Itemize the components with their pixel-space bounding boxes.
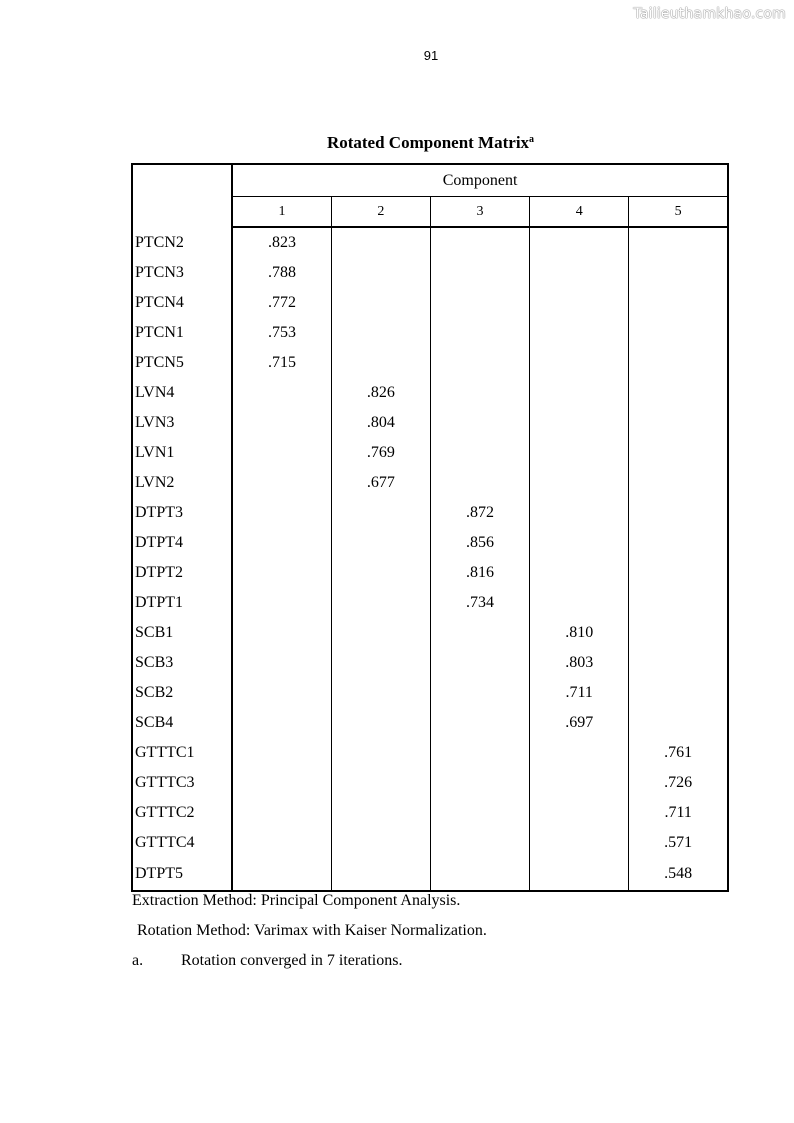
table-row (132, 828, 728, 858)
row-label: SCB3 (132, 648, 232, 678)
loading-cell (530, 258, 629, 288)
loading-cell (530, 828, 629, 858)
loading-cell (430, 378, 529, 408)
loading-cell (430, 468, 529, 498)
loading-cell: .548 (664, 865, 693, 882)
loading-cell: .772 (232, 288, 331, 318)
component-number: 4 (530, 197, 629, 228)
loading-cell (430, 858, 529, 891)
loading-cell (232, 648, 331, 678)
row-label: GTTTC4 (132, 828, 232, 858)
note-text: Rotation converged in 7 iterations. (181, 952, 403, 969)
loading-cell: .823 (232, 227, 331, 258)
loading-cell (530, 858, 629, 891)
loading-cell (530, 528, 629, 558)
table-row (132, 858, 728, 891)
loading-cell: .826 (331, 378, 430, 408)
loading-cell: .856 (430, 528, 529, 558)
loading-cell (430, 798, 529, 828)
loading-cell: .726 (664, 774, 693, 791)
loading-cell (629, 648, 728, 678)
loading-cell (530, 318, 629, 348)
loading-cell: .677 (331, 468, 430, 498)
table-row (132, 558, 728, 588)
loading-cell: .788 (232, 258, 331, 288)
loading-cell (530, 738, 629, 768)
loading-cell (331, 288, 430, 318)
loading-cell (232, 498, 331, 528)
table-row (132, 708, 728, 738)
loading-cell (232, 618, 331, 648)
loading-cell (629, 438, 728, 468)
rotated-component-matrix (131, 163, 729, 892)
table-row (132, 678, 728, 708)
loading-cell (530, 798, 629, 828)
loading-cell (629, 318, 728, 348)
table-row (132, 378, 728, 408)
loading-cell (629, 468, 728, 498)
loading-cell (331, 708, 430, 738)
loading-cell (331, 588, 430, 618)
row-label: LVN4 (132, 378, 232, 408)
loading-cell (331, 318, 430, 348)
loading-cell (331, 768, 430, 798)
table-row (132, 348, 728, 378)
loading-cell (430, 678, 529, 708)
loading-cell: .816 (430, 558, 529, 588)
loading-cell (331, 648, 430, 678)
loading-cell (430, 227, 529, 258)
loading-cell (232, 528, 331, 558)
loading-cell (629, 258, 728, 288)
table-row (132, 588, 728, 618)
row-label: SCB1 (132, 618, 232, 648)
row-label: SCB2 (132, 678, 232, 708)
loading-cell: .734 (430, 588, 529, 618)
table-row (132, 438, 728, 468)
table-row (132, 798, 728, 828)
loading-cell (430, 288, 529, 318)
loading-cell (331, 858, 430, 891)
loading-cell (232, 588, 331, 618)
loading-cell (629, 227, 728, 258)
loading-cell (530, 227, 629, 258)
row-label: PTCN5 (132, 348, 232, 378)
matrix-body (132, 227, 728, 891)
loading-cell (232, 468, 331, 498)
loading-cell (331, 258, 430, 288)
table-row (132, 468, 728, 498)
loading-cell: .711 (530, 678, 629, 708)
component-number: 1 (232, 197, 331, 228)
table-title (132, 133, 729, 153)
row-label: SCB4 (132, 708, 232, 738)
loading-cell (629, 378, 728, 408)
loading-cell (331, 528, 430, 558)
loading-cell (331, 738, 430, 768)
loading-cell (331, 558, 430, 588)
table-row (132, 648, 728, 678)
page-number: 91 (423, 48, 439, 63)
loading-cell (530, 408, 629, 438)
row-label: GTTTC2 (132, 798, 232, 828)
loading-cell (331, 227, 430, 258)
rotation-method-note: Rotation Method: Varimax with Kaiser Normalization. (137, 922, 487, 939)
loading-cell (430, 618, 529, 648)
footnotes (132, 890, 487, 980)
loading-cell (430, 258, 529, 288)
row-label: PTCN3 (132, 258, 232, 288)
loading-cell (430, 708, 529, 738)
loading-cell (331, 678, 430, 708)
table-row (132, 227, 728, 258)
table-row (132, 528, 728, 558)
corner-cell (132, 164, 232, 227)
loading-cell (232, 408, 331, 438)
row-label: PTCN1 (132, 318, 232, 348)
row-label: DTPT3 (132, 498, 232, 528)
watermark-text: Tailieuthamkhao.com (633, 6, 786, 22)
loading-cell (430, 648, 529, 678)
loading-cell (530, 378, 629, 408)
convergence-note (132, 950, 487, 980)
loading-cell (232, 738, 331, 768)
loading-cell: .753 (232, 318, 331, 348)
loading-cell (530, 288, 629, 318)
loading-cell (232, 378, 331, 408)
loading-cell (331, 618, 430, 648)
component-number: 3 (430, 197, 529, 228)
loading-cell: .711 (664, 804, 692, 821)
component-header-row (132, 164, 728, 197)
row-label: GTTTC3 (132, 768, 232, 798)
loading-cell (629, 588, 728, 618)
loading-cell (629, 348, 728, 378)
loading-cell (629, 558, 728, 588)
table-row (132, 318, 728, 348)
loading-cell (629, 408, 728, 438)
component-number: 2 (331, 197, 430, 228)
loading-cell (232, 828, 331, 858)
loading-cell (530, 468, 629, 498)
extraction-method-note: Extraction Method: Principal Component Analysis. (132, 892, 461, 909)
loading-cell (331, 498, 430, 528)
row-label: DTPT1 (132, 588, 232, 618)
row-label: PTCN2 (132, 227, 232, 258)
table-row (132, 768, 728, 798)
loading-cell (629, 528, 728, 558)
loading-cell (232, 858, 331, 891)
table-row (132, 738, 728, 768)
loading-cell: .804 (331, 408, 430, 438)
row-label: PTCN4 (132, 288, 232, 318)
loading-cell (331, 798, 430, 828)
row-label: LVN1 (132, 438, 232, 468)
loading-cell (430, 738, 529, 768)
loading-cell: .715 (232, 348, 331, 378)
note-marker: a. (132, 952, 144, 969)
loading-cell: .810 (530, 618, 629, 648)
table-row (132, 498, 728, 528)
loading-cell (430, 318, 529, 348)
loading-cell (530, 498, 629, 528)
loading-cell (530, 438, 629, 468)
loading-cell (430, 348, 529, 378)
table-row (132, 618, 728, 648)
component-number: 5 (629, 197, 728, 228)
loading-cell (530, 768, 629, 798)
loading-cell (232, 708, 331, 738)
component-header: Component (232, 164, 728, 197)
loading-cell (629, 498, 728, 528)
loading-cell: .761 (664, 744, 693, 761)
row-label: LVN3 (132, 408, 232, 438)
loading-cell (232, 798, 331, 828)
loading-cell (232, 768, 331, 798)
loading-cell (430, 408, 529, 438)
table-row (132, 408, 728, 438)
loading-cell (232, 438, 331, 468)
loading-cell: .697 (530, 708, 629, 738)
loading-cell: .571 (664, 834, 693, 851)
row-label: GTTTC1 (132, 738, 232, 768)
loading-cell (232, 558, 331, 588)
loading-cell (430, 828, 529, 858)
table-row (132, 258, 728, 288)
loading-cell (530, 348, 629, 378)
row-label: DTPT4 (132, 528, 232, 558)
loading-cell: .803 (530, 648, 629, 678)
table-title-superscript: a (529, 134, 535, 145)
loading-cell (629, 288, 728, 318)
loading-cell (629, 618, 728, 648)
loading-cell (232, 678, 331, 708)
table-title-text: Rotated Component Matrix (326, 133, 530, 152)
loading-cell: .769 (331, 438, 430, 468)
row-label: DTPT2 (132, 558, 232, 588)
loading-cell (430, 438, 529, 468)
loading-cell (530, 588, 629, 618)
loading-cell (331, 828, 430, 858)
table-row (132, 288, 728, 318)
loading-cell (530, 558, 629, 588)
loading-cell (331, 348, 430, 378)
row-label: LVN2 (132, 468, 232, 498)
loading-cell (430, 768, 529, 798)
loading-cell (629, 708, 728, 738)
loading-cell: .872 (430, 498, 529, 528)
loading-cell (629, 678, 728, 708)
row-label: DTPT5 (132, 858, 232, 891)
